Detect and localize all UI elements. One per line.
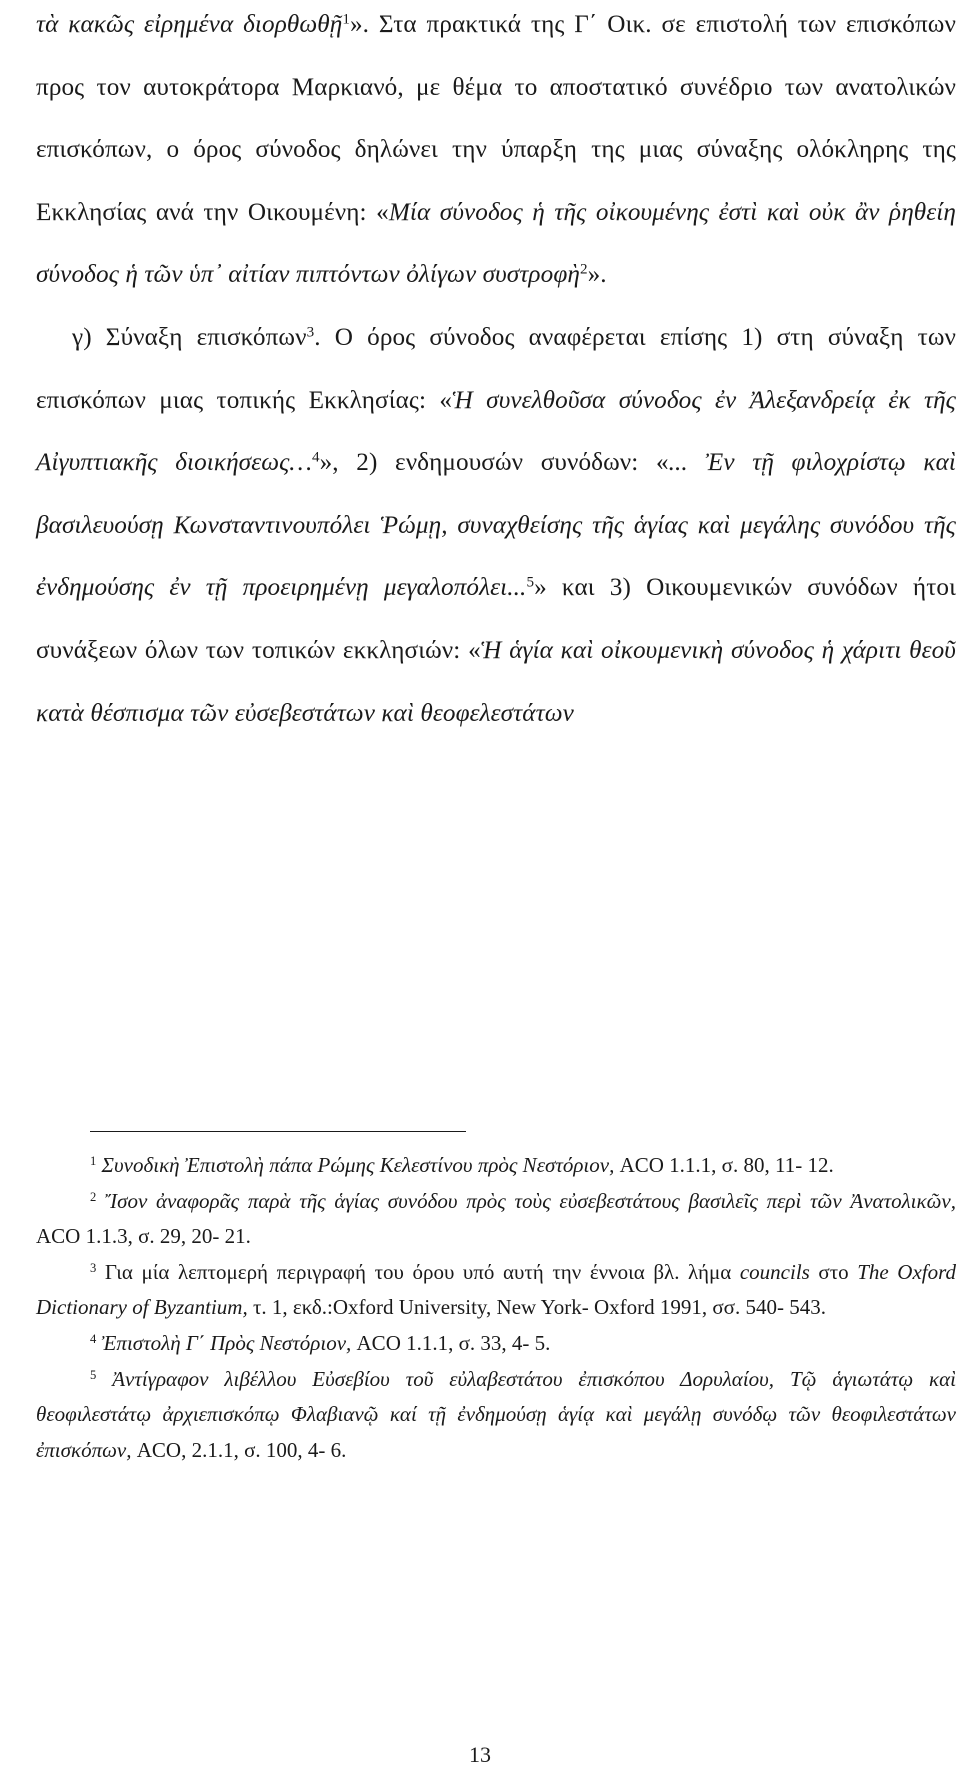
- footnote-2: [36, 1184, 956, 1255]
- quote-text: Ἡ ἁγία καὶ οἰκουμενικὴ σύνοδος ἡ χάριτι θεοῦ κατὰ θέσπισμα τῶν εὐσεβεστάτων καὶ θεοφελεστάτων: [36, 636, 956, 727]
- quote-text: Μία σύνοδος ἡ τῆς οἰκουμένης ἐστὶ καὶ οὐκ ἂν ῥηθείη σύνοδος ἡ τῶν ὑπ᾽ αἰτίαν πιπτόντων ὀλίγων συστροφὴ: [36, 198, 956, 289]
- footnote-5: [36, 1362, 956, 1469]
- footnote-number: 4: [90, 1332, 97, 1347]
- footnote-text: Για μία λεπτομερή περιγραφή του όρου υπό αυτή την έννοια βλ. λήμα: [96, 1259, 740, 1284]
- footnote-citation: ACO 1.1.1, σ. 33, 4- 5.: [351, 1330, 551, 1355]
- page-number: 13: [469, 1742, 491, 1767]
- footnote-title: Συνοδικὴ Ἐπιστολὴ πάπα Ρώμης Κελεστίνου πρὸς Νεστόριον,: [101, 1153, 615, 1177]
- footnote-citation: ACO 1.1.1, σ. 80, 11- 12.: [614, 1153, 834, 1177]
- paragraph-text: », 2) ενδημουσών συνόδων: «: [319, 449, 669, 477]
- paragraph-text: ». Στα πρακτικά της Γ΄ Οικ. σε επιστολή των επισκόπων προς τον αυτοκράτορα Μαρκιανό, με θέμα το αποστατικό συνέδριο των ανατολικών επισκόπων, ο όρος σύνοδος δηλώνει την ύπαρξη της μιας σύναξης ολόκληρης της Εκκλησίας ανά την Οικουμένη: «: [36, 11, 956, 226]
- paragraph-1: [36, 0, 956, 307]
- footnote-ref: 4: [311, 449, 320, 466]
- footnote-ref: 2: [579, 262, 588, 279]
- footnote-divider: [90, 1131, 466, 1132]
- footnote-1: [36, 1148, 956, 1184]
- section-heading: γ) Σύναξη επισκόπων: [72, 323, 307, 351]
- footnote-title: Ἐπιστολὴ Γ΄ Πρὸς Νεστόριον,: [101, 1330, 352, 1355]
- footnote-ref: 1: [342, 11, 350, 28]
- footnote-citation: τ. 1, εκδ.:Oxford University, New York- Oxford 1991, σσ. 540- 543.: [247, 1295, 826, 1320]
- main-text: [36, 0, 956, 745]
- quote-text: ... Ἐν τῇ φιλοχρίστῳ καὶ βασιλευούσῃ Κωνσταντινουπόλει Ῥώμῃ, συναχθείσης τῆς ἁγίας καὶ μεγάλης συνόδου τῆς ἐνδημούσης ἐν τῇ προειρημένῃ μεγαλοπόλει...: [36, 449, 956, 602]
- footnote-ref: 5: [526, 575, 535, 592]
- footnote-citation: ACO, 2.1.1, σ. 100, 4- 6.: [131, 1437, 347, 1462]
- footnote-number: 1: [90, 1154, 97, 1169]
- footnote-title: Ἀντίγραφον λιβέλλου Εὐσεβίου τοῦ εὐλαβεστάτου ἐπισκόπου Δορυλαίου, Τῷ ἁγιωτάτῳ καὶ θεοφιλεστάτῳ ἀρχιεπισκόπῳ Φλαβιανῷ καί τῇ ἐνδημούσῃ ἁγίᾳ καὶ μεγάλῃ συνόδῳ τῶν θεοφιλεστάτων ἐπισκόπων,: [36, 1366, 956, 1462]
- paragraph-2: [36, 307, 956, 745]
- footnote-citation: ACO 1.1.3, σ. 29, 20- 21.: [36, 1224, 251, 1249]
- paragraph-text: ».: [587, 261, 607, 289]
- footnote-term: councils: [739, 1259, 810, 1284]
- footnote-number: 5: [90, 1367, 97, 1382]
- footnote-4: [36, 1326, 956, 1362]
- footnote-title: The Oxford Dictionary of Byzantium,: [36, 1259, 956, 1320]
- quote-text: Ἡ συνελθοῦσα σύνοδος ἐν Ἀλεξανδρείᾳ ἐκ τῆς Αἰγυπτιακῆς διοικήσεως…: [36, 386, 956, 477]
- paragraph-text: . Ο όρος σύνοδος αναφέρεται επίσης 1) στη σύναξη των επισκόπων μιας τοπικής Εκκλησίας: «: [36, 323, 956, 414]
- footnote-title: Ἴσον ἀναφορᾶς παρὰ τῆς ἁγίας συνόδου πρὸς τοὺς εὐσεβεστάτους βασιλεῖς περὶ τῶν Ἀνατολικῶν,: [105, 1188, 956, 1213]
- footnote-number: 2: [90, 1189, 97, 1204]
- footnotes: [36, 1148, 956, 1468]
- footnote-3: [36, 1255, 956, 1326]
- footnote-ref: 3: [306, 324, 315, 341]
- footnote-text: στο: [809, 1259, 858, 1284]
- footnote-number: 3: [90, 1260, 97, 1275]
- paragraph-text: » και 3) Οικουμενικών συνόδων ήτοι συνάξεων όλων των τοπικών εκκλησιών: «: [36, 574, 956, 664]
- quote-text: τὰ κακῶς εἰρημένα διορθωθῇ: [36, 11, 343, 38]
